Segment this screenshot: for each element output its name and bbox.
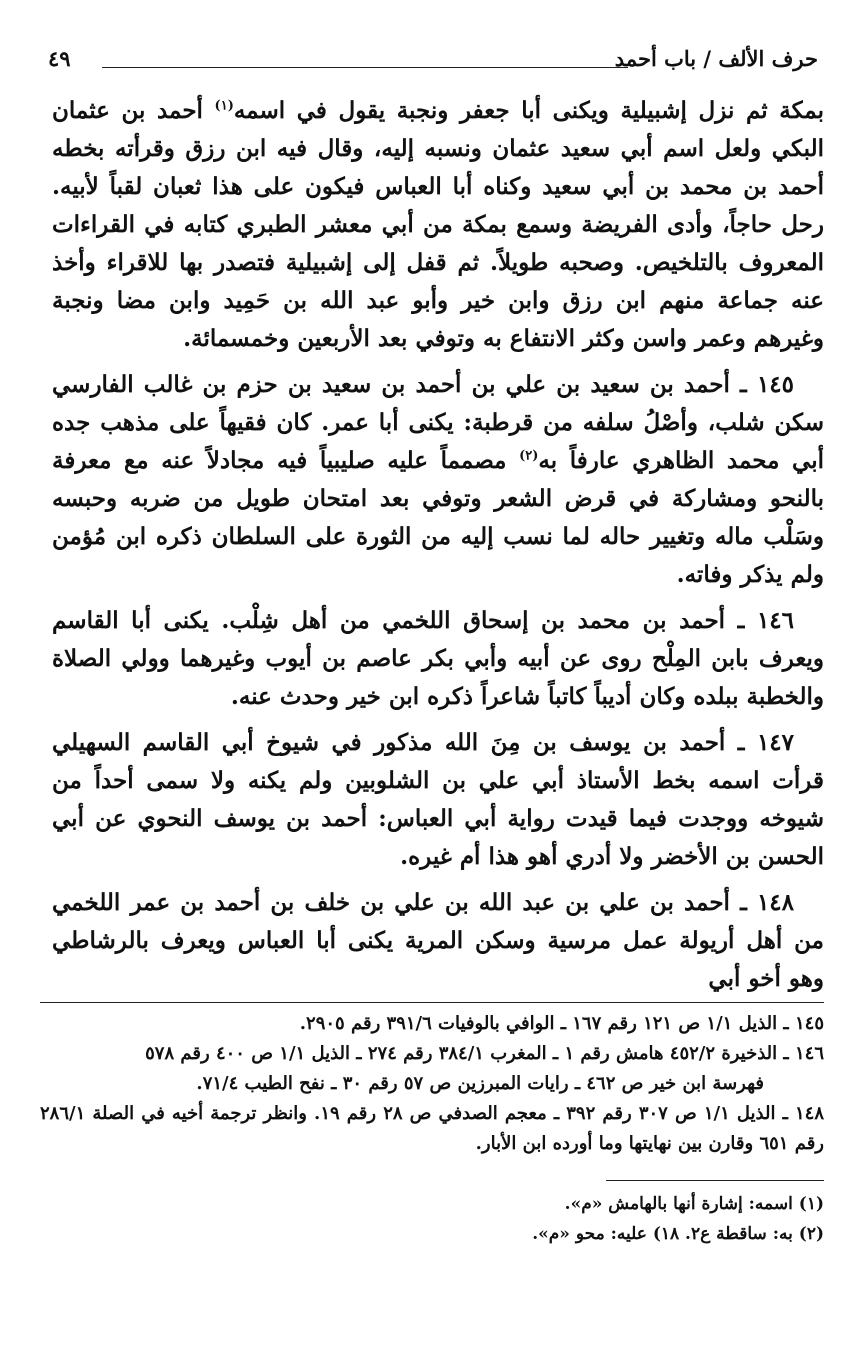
text-span: بمكة ثم نزل إشبيلية ويكنى أبا جعفر ونجبة يقول في اسمه [233,97,824,124]
source-entry-continuation: فهرسة ابن خير ص ٤٦٢ ـ رايات المبرزين ص ٥٧ رقم ٣٠ ـ نفح الطيب ٧١/٤. [196,1073,764,1094]
source-entry: ١٤٥ ـ الذيل ١/١ ص ١٢١ رقم ١٦٧ ـ الوافي بالوفيات ٣٩١/٦ رقم ٢٩٠٥. [299,1013,824,1034]
sources-section [40,1002,824,1159]
page-header [48,40,818,80]
source-entry: ١٤٨ ـ الذيل ١/١ ص ٣٠٧ رقم ٣٩٢ ـ معجم الصدفي ص ٢٨ رقم ١٩. وانظر ترجمة أخيه في الصلة ٢٨٦/١ رقم ٦٥١ وقارن بين نهايتها وما أورده ابن الأبار. [40,1103,825,1154]
entry-146: ١٤٦ ـ أحمد بن محمد بن إسحاق اللخمي من أهل شِلْب. يكنى أبا القاسم ويعرف بابن المِلْح روى عن أبيه وأبي بكر عاصم بن أيوب وغيرهما وولي الصلاة والخطبة ببلده وكان أديباً كاتباً شاعراً ذكره ابن خير وحدث عنه. [52,607,824,710]
text-span: أحمد بن عثمان البكي ولعل اسم أبي سعيد عثمان ونسبه إليه، وقال فيه ابن رزق وقرأته بخطه أحمد بن محمد بن أبي سعيد وكناه أبا العباس فيكون على هذا ثعبان لقباً لأبيه. رحل حاجاً، وأدى الفريضة وسمع بمكة من أبي معشر الطبري كتابه في القراءات المعروف بالتلخيص. وصحبه طويلاً. ثم قفل إلى إشبيلية فتصدر بها للاقراء وأخذ عنه جماعة منهم ابن رزق وابن خير وأبو عبد الله بن حَمِيد وابن مضا ونجبة وغيرهم وعمر واسن وكثر الانتفاع به وتوفي بعد الأربعين وخمسمائة. [52,97,824,352]
entry-147: ١٤٧ ـ أحمد بن يوسف بن مِنَ الله مذكور في شيوخ أبي القاسم السهيلي قرأت اسمه بخط الأستاذ أبي علي بن الشلوبين ولم يكنه ولا سمى أحداً من شيوخه ووجدت فيما قيدت رواية أبي العباس: أحمد بن يوسف النحوي عن أبي الحسن بن الأخضر ولا أدري أهو هذا أم غيره. [52,729,824,870]
footnote: (١) اسمه: إشارة أنها بالهامش «م». [564,1194,824,1214]
footnotes-section [532,1180,824,1249]
main-text [52,92,824,1006]
text-span: ١٤٥ ـ أحمد بن سعيد بن علي بن أحمد بن سعيد بن حزم بن غالب الفارسي سكن شلب، وأصْلُ سلفه من قرطبة: يكنى أبا عمر. كان فقيهاً على مذهب جده أبي محمد الظاهري عارفاً به [52,371,825,474]
entry-148: ١٤٨ ـ أحمد بن علي بن عبد الله بن علي بن خلف بن أحمد بن عمر اللخمي من أهل أريولة عمل مرسية وسكن المرية يكنى أبا العباس ويعرف بالرشاطي وهو أخو أبي [52,889,824,992]
entry-145 [52,366,824,594]
paragraph-continuation [52,92,824,358]
header-rule [102,67,628,68]
footnote-marker: (١) [214,98,234,114]
footnote: (٢) به: ساقطة ع٢. ١٨) عليه: محو «م». [532,1224,824,1244]
footnote-marker: (٢) [519,448,539,464]
page-number: ٤٩ [48,46,71,71]
text-span: مصمماً عليه صليبياً فيه مجادلاً عنه مع معرفة بالنحو ومشاركة في قرض الشعر وتوفي بعد امتحان طويل من ضربه وحبسه وسَلْب ماله وتغيير حاله لما نسب إليه من الثورة على السلطان ذكره ابن مُؤمن ولم يذكر وفاته. [52,447,824,588]
running-title: حرف الألف / باب أحمد [614,46,818,71]
source-entry: ١٤٦ ـ الذخيرة ٤٥٢/٢ هامش رقم ١ ـ المغرب ٣٨٤/١ رقم ٢٧٤ ـ الذيل ١/١ ص ٤٠٠ رقم ٥٧٨ [145,1043,824,1064]
